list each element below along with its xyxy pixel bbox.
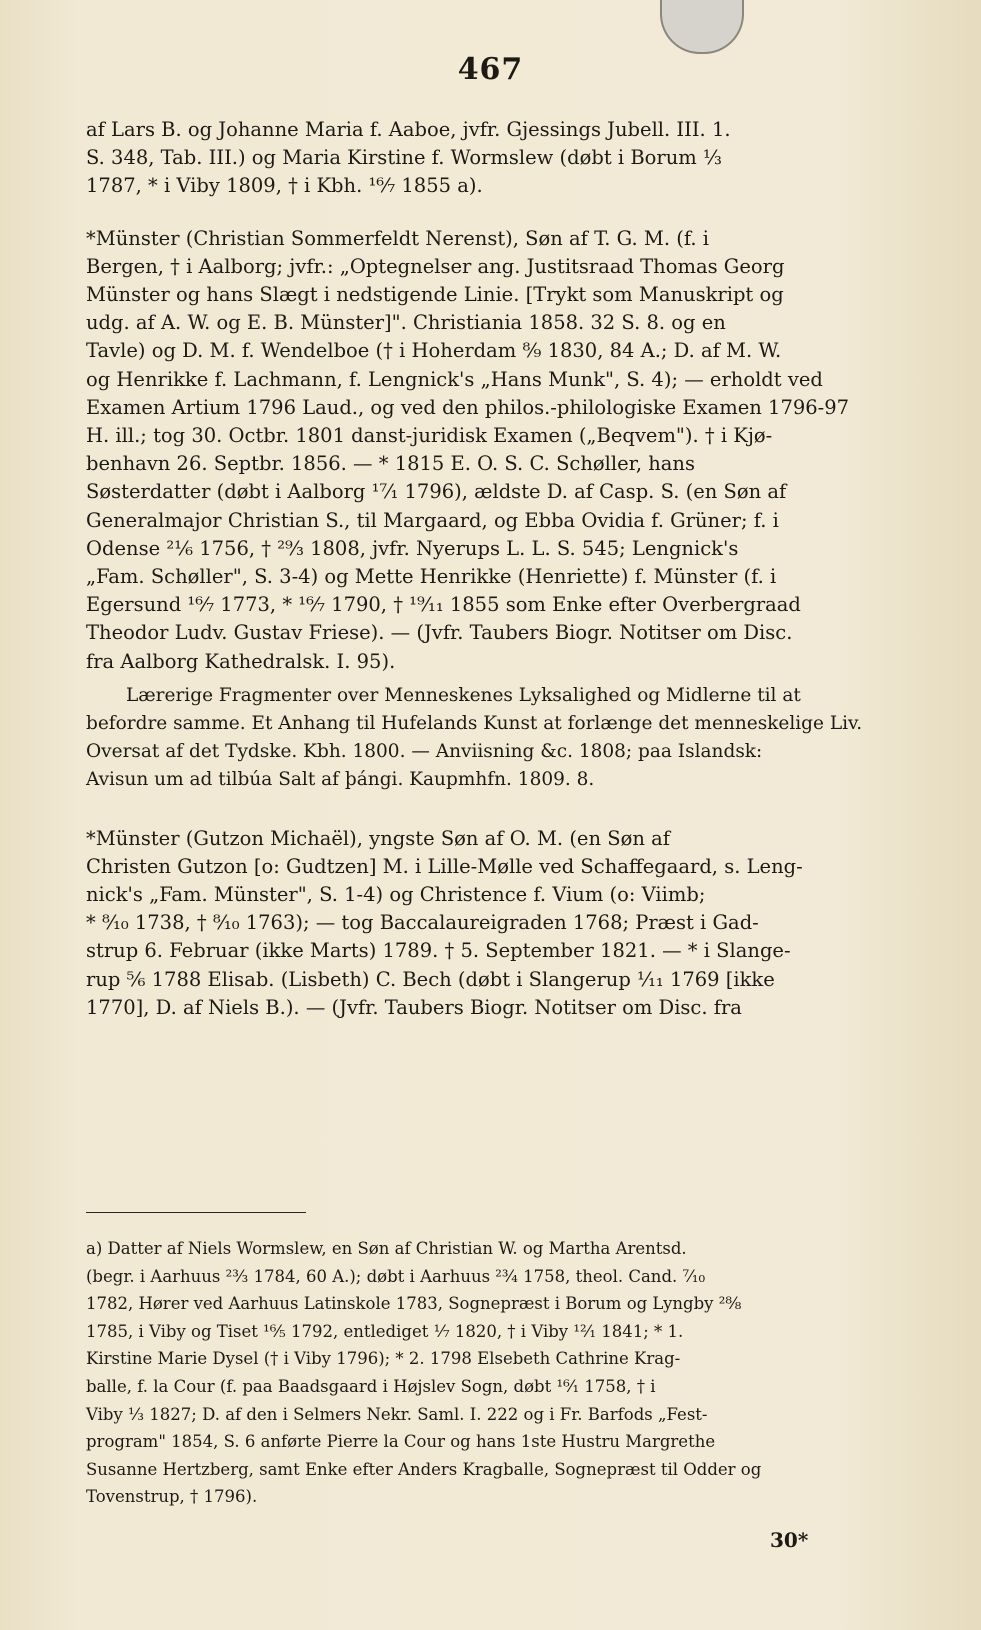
paragraph-gutzon-munster: *Münster (Gutzon Michaël), yngste Søn af O. M. (en Søn af Christen Gutzon [o: Gudtzen] M. i Lille-Mølle ved Schaffegaard, s. Leng- nick's „Fam. Münster", S. 1-4) og Christence f. Vium (o: Viimb; * ⁸⁄₁₀ 1738, † ⁸⁄₁₀ 1763); — tog Baccalaureigraden 1768; Præst i Gad- strup 6. Februar (ikke Marts) 1789. † 5. September 1821. — * i Slange- rup ⁵⁄₆ 1788 Elisab. (Lisbeth) C. Bech (døbt i Slangerup ¹⁄₁₁ 1769 [ikke 1770], D. af Niels B.). — (Jvfr. Taubers Biogr. Notitser om Disc. fra bbox=[86, 826, 803, 1019]
paragraph-works: Lærerige Fragmenter over Menneskenes Lyksalighed og Midlerne til at befordre samme. Et Anhang til Hufelands Kunst at forlænge det menneskelige Liv. Oversat af det Tydske. Kbh. 1800. — Anviisning &c. 1808; paa Islandsk: Avisun um ad tilbúa Salt af þángi. Kaupmhfn. 1809. 8. bbox=[86, 684, 863, 791]
paragraph-christian-munster: *Münster (Christian Sommerfeldt Nerenst), Søn af T. G. M. (f. i Bergen, † i Aalborg; jvfr.: „Optegnelser ang. Justitsraad Thomas Georg Münster og hans Slægt i nedstigende Linie. [Trykt som Manuskript og udg. af A. W. og E. B. Münster]". Christiania 1858. 32 S. 8. og en Tavle) og D. M. f. Wendelboe († i Hoherdam ⁸⁄₉ 1830, 84 A.; D. af M. W. og Henrikke f. Lachmann, f. Lengnick's „Hans Munk", S. 4); — erholdt ved Examen Artium 1796 Laud., og ved den philos.-philologiske Examen 1796-97 H. ill.; tog 30. Octbr. 1801 danst-juridisk Examen („Beqvem"). † i Kjø- benhavn 26. Septbr. 1856. — * 1815 E. O. S. C. Schøller, hans Søsterdatter (døbt i Aalborg ¹⁷⁄₁ 1796), ældste D. af Casp. S. (en Søn af Generalmajor Christian S., til Margaard, og Ebba Ovidia f. Grüner; f. i Odense ²¹⁄₆ 1756, † ²⁹⁄₃ 1808, jvfr. Nyerups L. L. S. 545; Lengnick's „Fam. Schøller", S. 3-4) og Mette Henrikke (Henriette) f. Münster (f. i Egersund ¹⁶⁄₇ 1773, * ¹⁶⁄₇ 1790, † ¹⁹⁄₁₁ 1855 som Enke efter Overbergraad Theodor Ludv. Gustav Friese). — (Jvfr. Taubers Biogr. Notitser om Disc. fra Aalborg Kathedralsk. I. 95). bbox=[86, 226, 850, 673]
page-number: 467 bbox=[457, 52, 524, 87]
binding-hole-mark bbox=[660, 0, 744, 54]
footnote bbox=[86, 1235, 906, 1511]
paragraph-1: af Lars B. og Johanne Maria f. Aaboe, jvfr. Gjessings Jubell. III. 1. S. 348, Tab. III.) og Maria Kirstine f. Wormslew (døbt i Borum ⅓ 1787, * i Viby 1809, † i Kbh. ¹⁶⁄₇ 1855 a). bbox=[86, 118, 731, 198]
main-text bbox=[86, 116, 906, 1022]
signature-mark: 30* bbox=[770, 1528, 809, 1552]
footnote-divider bbox=[86, 1212, 306, 1213]
footnote-text: a) Datter af Niels Wormslew, en Søn af Christian W. og Martha Arentsd. (begr. i Aarhuus ²³⁄₃ 1784, 60 A.); døbt i Aarhuus ²³⁄₄ 1758, theol. Cand. ⁷⁄₁₀ 1782, Hører ved Aarhuus Latinskole 1783, Sognepræst i Borum og Lyngby ²⁸⁄₈ 1785, i Viby og Tiset ¹⁶⁄₅ 1792, entlediget ¹⁄₇ 1820, † i Viby ¹²⁄₁ 1841; * 1. Kirstine Marie Dysel († i Viby 1796); * 2. 1798 Elsebeth Cathrine Krag- balle, f. la Cour (f. paa Baadsgaard i Højslev Sogn, døbt ¹⁶⁄₁ 1758, † i Viby ⅓ 1827; D. af den i Selmers Nekr. Saml. I. 222 og i Fr. Barfods „Fest- program" 1854, S. 6 anførte Pierre la Cour og hans 1ste Hustru Margrethe Susanne Hertzberg, samt Enke efter Anders Kragballe, Sognepræst til Odder og Tovenstrup, † 1796). bbox=[86, 1239, 762, 1507]
